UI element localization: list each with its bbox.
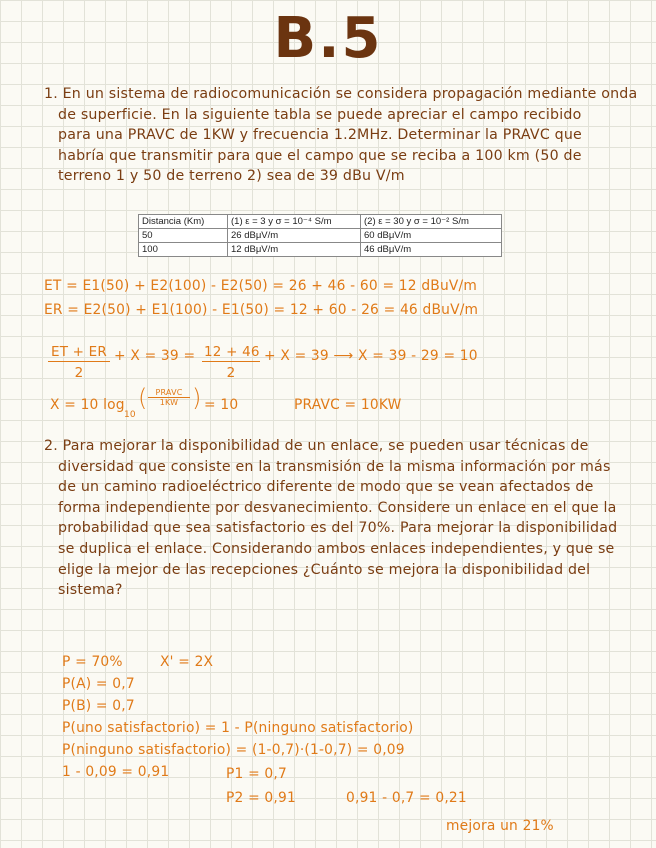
fraction-values	[202, 344, 260, 381]
solution-2-pa: P(A) = 0,7	[62, 676, 135, 692]
solution-2-x: X' = 2X	[160, 654, 214, 670]
open-paren-icon: (	[138, 384, 148, 412]
problem-1-line: para una PRAVC de 1KW y frecuencia 1.2MHz. Determinar la PRAVC que	[58, 127, 582, 144]
table-cell: 100	[139, 243, 228, 257]
solution-2-p-uno: P(uno satisfactorio) = 1 - P(ninguno satisfactorio)	[62, 720, 414, 736]
table-header-cell: Distancia (Km)	[139, 215, 228, 229]
mini-fraction-denominator: 1KW	[159, 398, 179, 407]
table-row	[139, 243, 502, 257]
problem-2-line: elige la mejor de las recepciones ¿Cuánto se mejora la disponibilidad del	[58, 561, 591, 578]
table-header-cell: (1) ε = 3 y σ = 10⁻⁴ S/m	[228, 215, 361, 229]
fraction-denominator: 2	[226, 365, 236, 381]
table-header-row	[139, 215, 502, 229]
equation-1-end: + X = 39 ⟶ X = 39 - 29 = 10	[264, 348, 478, 364]
problem-1-statement	[44, 84, 644, 187]
solution-2-p-ninguno: P(ninguno satisfactorio) = (1-0,7)·(1-0,7) = 0,09	[62, 742, 405, 758]
fraction-et-er	[48, 344, 110, 381]
solution-2-p1: P1 = 0,7	[226, 766, 287, 782]
problem-2-line: de un camino radioeléctrico diferente de modo que se vean afectados de	[58, 479, 594, 496]
fraction-numerator: 12 + 46	[204, 344, 260, 360]
problem-2-line: probabilidad que sea satisfactorio es del 70%. Para mejorar la disponibilidad	[58, 520, 618, 537]
table-cell: 12 dBμV/m	[228, 243, 361, 257]
problem-2-line: forma independiente por desvanecimiento. Considere un enlace en el que la	[58, 499, 617, 516]
mini-fraction	[148, 388, 190, 407]
solution-1-result: PRAVC = 10KW	[294, 397, 402, 413]
table-header-cell: (2) ε = 30 y σ = 10⁻² S/m	[361, 215, 502, 229]
equation-2-start: X = 10 log	[50, 397, 125, 413]
fraction-numerator: ET + ER	[48, 344, 110, 362]
problem-2-statement	[44, 436, 644, 601]
solution-2-pb: P(B) = 0,7	[62, 698, 135, 714]
table-cell: 50	[139, 229, 228, 243]
table-row	[139, 229, 502, 243]
field-strength-table	[138, 214, 502, 257]
table-cell: 26 dBμV/m	[228, 229, 361, 243]
table-cell: 60 dBμV/m	[361, 229, 502, 243]
problem-1-line: 1. En un sistema de radiocomunicación se considera propagación mediante onda	[44, 86, 638, 102]
solution-2-p2: P2 = 0,91	[226, 790, 296, 806]
equation-2-end: = 10	[204, 397, 239, 413]
problem-1-line: terreno 1 y 50 de terreno 2) sea de 39 dBu V/m	[58, 168, 405, 185]
solution-2-diff: 0,91 - 0,7 = 0,21	[346, 790, 467, 806]
problem-2-line: sistema?	[58, 582, 123, 599]
solution-2-conclusion: mejora un 21%	[446, 818, 554, 834]
close-paren-icon: )	[192, 384, 202, 412]
page-title: B.5	[273, 6, 383, 71]
problem-1-line: habría que transmitir para que el campo que se reciba a 100 km (50 de	[58, 147, 582, 164]
log-base: 10	[124, 410, 136, 420]
solution-2-calc: 1 - 0,09 = 0,91	[62, 764, 170, 780]
problem-2-line: 2. Para mejorar la disponibilidad de un enlace, se pueden usar técnicas de	[44, 438, 589, 454]
problem-2-line: diversidad que consiste en la transmisión de la misma información por más	[58, 458, 611, 475]
equation-1-mid: + X = 39 =	[114, 348, 196, 364]
solution-2-p: P = 70%	[62, 654, 123, 670]
solution-1-et: ET = E1(50) + E2(100) - E2(50) = 26 + 46 - 60 = 12 dBuV/m	[44, 278, 478, 294]
fraction-denominator: 2	[74, 365, 84, 381]
table-cell: 46 dBμV/m	[361, 243, 502, 257]
solution-1-er: ER = E2(50) + E1(100) - E1(50) = 12 + 60 - 26 = 46 dBuV/m	[44, 302, 479, 318]
problem-2-line: se duplica el enlace. Considerando ambos enlaces independientes, y que se	[58, 540, 615, 557]
mini-fraction-numerator: PRAVC	[148, 388, 190, 398]
problem-1-line: de superficie. En la siguiente tabla se puede apreciar el campo recibido	[58, 106, 582, 123]
